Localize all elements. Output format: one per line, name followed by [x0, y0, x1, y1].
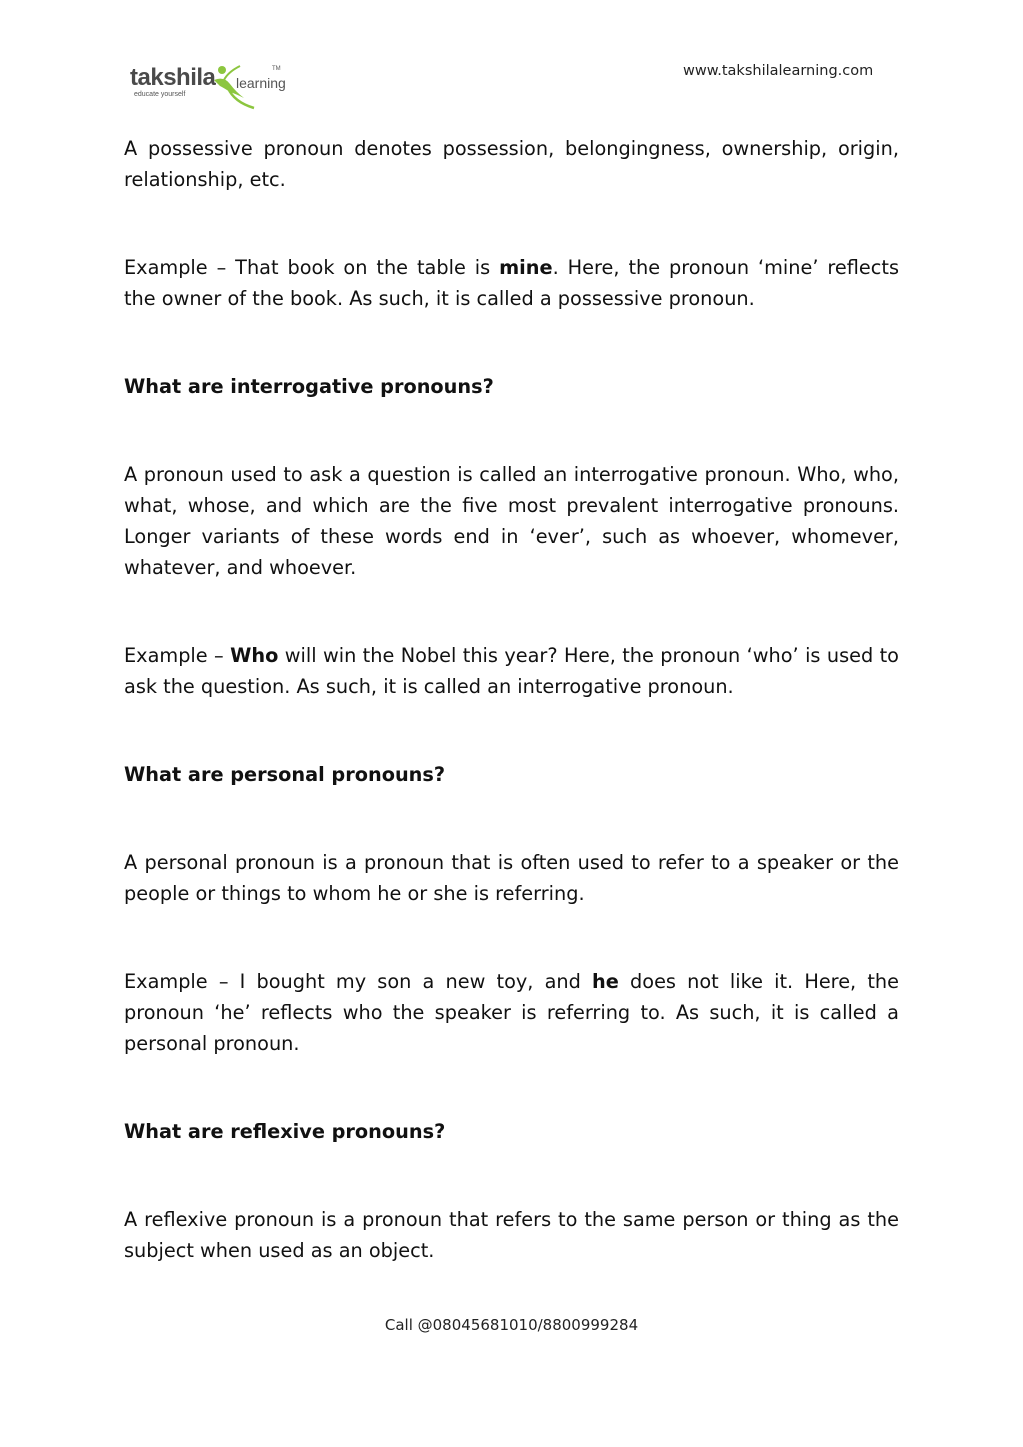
example-bold-word: Who [230, 644, 279, 667]
paragraph-personal-definition: A personal pronoun is a pronoun that is often used to refer to a speaker or the people or things to whom he or she is referring. [124, 851, 899, 905]
logo-tagline: educate yourself [134, 91, 186, 98]
logo-secondary-text: learning [236, 75, 286, 91]
logo-main-text: takshila [130, 64, 216, 91]
paragraph-possessive-definition: A possessive pronoun denotes possession, belongingness, ownership, origin, relationship, etc. [124, 137, 899, 191]
site-url: www.takshilalearning.com [683, 63, 874, 79]
takshila-logo [130, 56, 290, 112]
paragraph-interrogative-example [124, 640, 899, 702]
logo-trademark: TM [272, 66, 281, 72]
example-text-after: will win the Nobel this year? Here, the pronoun ‘who’ is used to ask the question. As such, it is called an interrogative pronoun. [124, 644, 899, 698]
footer-contact: Call @08045681010/8800999284 [384, 1316, 639, 1334]
paragraph-personal-example [124, 966, 899, 1059]
example-text-after: . Here, the pronoun ‘mine’ reflects the owner of the book. As such, it is called a possessive pronoun. [124, 256, 899, 310]
paragraph-interrogative-definition: A pronoun used to ask a question is called an interrogative pronoun. Who, who, what, whose, and which are the five most prevalent interrogative pronouns. Longer variants of these words end in ‘ever’, such as whoever, whomever, whatever, and whoever. [124, 463, 899, 579]
example-text-before: Example – That book on the table is [124, 256, 500, 279]
paragraph-reflexive-definition: A reflexive pronoun is a pronoun that refers to the same person or thing as the subject when used as an object. [124, 1208, 899, 1262]
example-text-after: does not like it. Here, the pronoun ‘he’ reflects who the speaker is referring to. As such, it is called a personal pronoun. [124, 970, 899, 1055]
content-body [124, 133, 899, 1266]
example-bold-word: he [592, 970, 619, 993]
example-text-before: Example – [124, 644, 231, 667]
example-text-before: Example – I bought my son a new toy, and [124, 970, 593, 993]
heading-reflexive-pronouns: What are reflexive pronouns? [124, 1120, 446, 1143]
heading-interrogative-pronouns: What are interrogative pronouns? [124, 375, 494, 398]
heading-personal-pronouns: What are personal pronouns? [124, 763, 446, 786]
paragraph-possessive-example [124, 252, 899, 314]
example-bold-word: mine [499, 256, 553, 279]
